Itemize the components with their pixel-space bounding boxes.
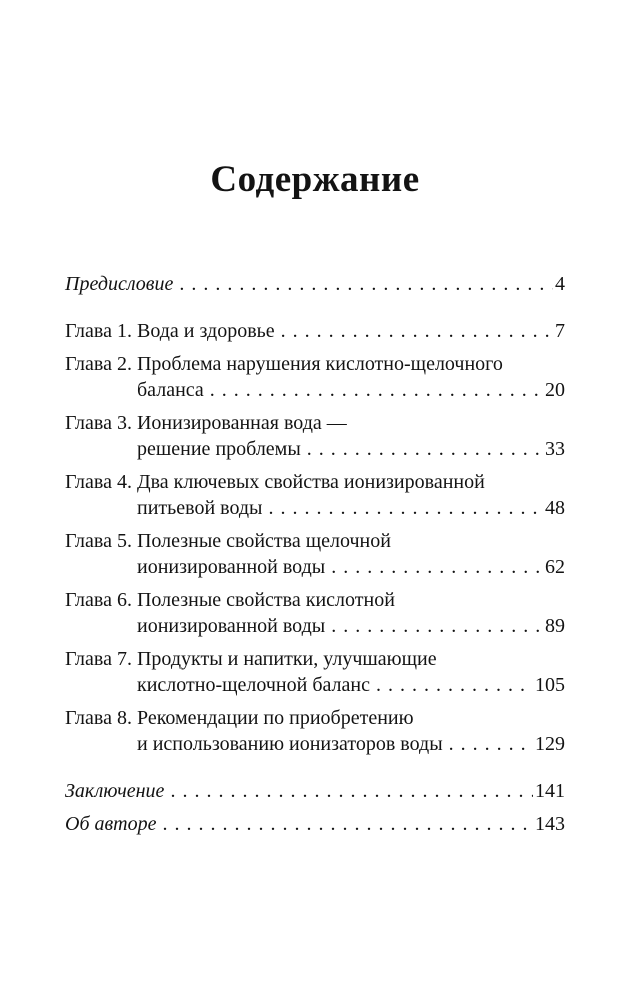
- toc-entry: [65, 528, 565, 580]
- page-number: 7: [555, 320, 565, 342]
- entry-text: Глава 1. Вода и здоровье: [65, 320, 275, 342]
- entry-line: [65, 554, 565, 580]
- entry-line: [65, 528, 565, 554]
- dot-leader: [179, 271, 553, 297]
- toc-entry: [65, 410, 565, 462]
- entry-text: Заключение: [65, 780, 165, 802]
- entry-text: Глава 5. Полезные свойства щелочной: [65, 530, 391, 552]
- dot-leader: [307, 436, 543, 462]
- entry-line: [65, 672, 565, 698]
- entry-line: [65, 705, 565, 731]
- entry-line: [65, 495, 565, 521]
- page-number: 62: [545, 556, 565, 578]
- dot-leader: [170, 778, 533, 804]
- toc-entry: [65, 469, 565, 521]
- dot-leader: [331, 613, 543, 639]
- entry-line: [65, 410, 565, 436]
- entry-line: [65, 271, 565, 297]
- dot-leader: [331, 554, 543, 580]
- dot-leader: [210, 377, 543, 403]
- page-number: 141: [535, 780, 565, 802]
- entry-text: Глава 2. Проблема нарушения кислотно-щелочного: [65, 353, 503, 375]
- dot-leader: [376, 672, 533, 698]
- entry-text: и использованию ионизаторов воды: [137, 733, 443, 755]
- entry-line: [65, 613, 565, 639]
- entry-text: Об авторе: [65, 813, 157, 835]
- entry-line: [65, 811, 565, 837]
- entry-line: [65, 377, 565, 403]
- entry-text: Глава 8. Рекомендации по приобретению: [65, 707, 414, 729]
- page-title: Содержание: [210, 159, 420, 200]
- page-number: 20: [545, 379, 565, 401]
- toc-entry: [65, 271, 565, 297]
- entry-line: [65, 731, 565, 757]
- entry-text: Глава 3. Ионизированная вода —: [65, 412, 347, 434]
- toc-entry: [65, 705, 565, 757]
- entry-line: [65, 587, 565, 613]
- dot-leader: [449, 731, 533, 757]
- page-number: 4: [555, 273, 565, 295]
- toc-entry: [65, 811, 565, 837]
- entry-line: [65, 436, 565, 462]
- page-number: 143: [535, 813, 565, 835]
- entry-text: Предисловие: [65, 273, 174, 295]
- toc-entry: [65, 778, 565, 804]
- entry-line: [65, 351, 565, 377]
- entry-text: ионизированной воды: [137, 556, 326, 578]
- page-number: 129: [535, 733, 565, 755]
- entry-text: ионизированной воды: [137, 615, 326, 637]
- entry-line: [65, 469, 565, 495]
- entry-text: кислотно-щелочной баланс: [137, 674, 370, 696]
- toc-entry: [65, 646, 565, 698]
- entry-text: питьевой воды: [137, 497, 263, 519]
- toc-list: [65, 271, 565, 837]
- entry-text: решение проблемы: [137, 438, 301, 460]
- entry-line: [65, 646, 565, 672]
- toc-entry: [65, 351, 565, 403]
- dot-leader: [163, 811, 533, 837]
- entry-text: Глава 4. Два ключевых свойства ионизированной: [65, 471, 485, 493]
- dot-leader: [281, 318, 553, 344]
- entry-line: [65, 778, 565, 804]
- page-number: 48: [545, 497, 565, 519]
- page-number: 33: [545, 438, 565, 460]
- dot-leader: [269, 495, 544, 521]
- entry-text: баланса: [137, 379, 204, 401]
- page-number: 89: [545, 615, 565, 637]
- page-number: 105: [535, 674, 565, 696]
- entry-text: Глава 7. Продукты и напитки, улучшающие: [65, 648, 437, 670]
- entry-line: [65, 318, 565, 344]
- toc-entry: [65, 318, 565, 344]
- entry-text: Глава 6. Полезные свойства кислотной: [65, 589, 395, 611]
- toc-entry: [65, 587, 565, 639]
